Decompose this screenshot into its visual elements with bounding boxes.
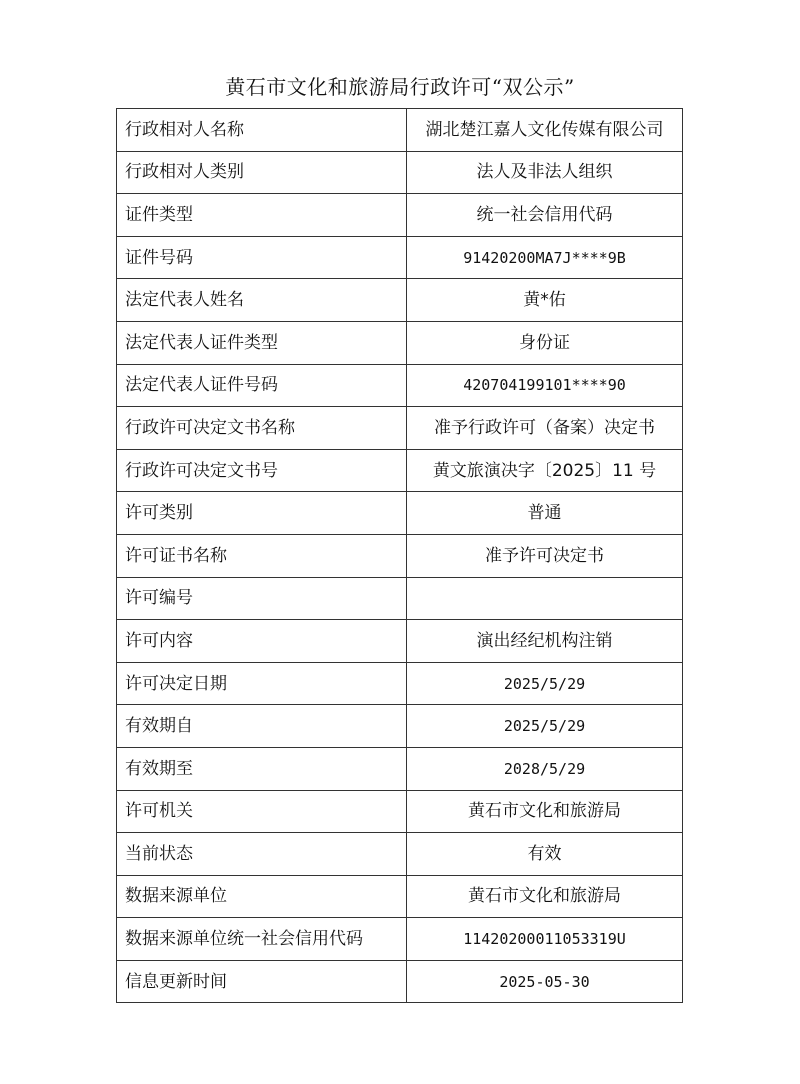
table-row: [117, 364, 683, 407]
table-row: [117, 449, 683, 492]
table-row: [117, 279, 683, 322]
row-label: 行政许可决定文书号: [117, 449, 407, 492]
row-label: 法定代表人证件类型: [117, 321, 407, 364]
row-value: 黄石市文化和旅游局: [407, 790, 683, 833]
row-value: 湖北楚江嘉人文化传媒有限公司: [407, 109, 683, 152]
page-title: 黄石市文化和旅游局行政许可“双公示”: [225, 75, 575, 99]
record-table: [116, 108, 683, 1003]
row-value: 91420200MA7J****9B: [407, 236, 683, 279]
table-row: [117, 534, 683, 577]
row-value: 11420200011053319U: [407, 918, 683, 961]
table-row: [117, 109, 683, 152]
row-value: 普通: [407, 492, 683, 535]
row-label: 当前状态: [117, 833, 407, 876]
row-label: 法定代表人证件号码: [117, 364, 407, 407]
row-value: 准予行政许可（备案）决定书: [407, 407, 683, 450]
table-row: [117, 747, 683, 790]
row-value: 黄石市文化和旅游局: [407, 875, 683, 918]
row-label: 行政相对人名称: [117, 109, 407, 152]
row-label: 信息更新时间: [117, 960, 407, 1003]
row-label: 法定代表人姓名: [117, 279, 407, 322]
row-value: 2028/5/29: [407, 747, 683, 790]
table-row: [117, 875, 683, 918]
row-label: 证件号码: [117, 236, 407, 279]
row-value: 统一社会信用代码: [407, 194, 683, 237]
table-row: [117, 236, 683, 279]
table-row: [117, 407, 683, 450]
table-row: [117, 492, 683, 535]
row-label: 许可内容: [117, 620, 407, 663]
row-value: 法人及非法人组织: [407, 151, 683, 194]
table-row: [117, 705, 683, 748]
table-row: [117, 918, 683, 961]
row-label: 许可类别: [117, 492, 407, 535]
row-label: 数据来源单位统一社会信用代码: [117, 918, 407, 961]
row-value: 准予许可决定书: [407, 534, 683, 577]
row-value: 黄*佑: [407, 279, 683, 322]
table-row: [117, 620, 683, 663]
row-value: 演出经纪机构注销: [407, 620, 683, 663]
row-label: 证件类型: [117, 194, 407, 237]
row-label: 有效期自: [117, 705, 407, 748]
row-label: 许可证书名称: [117, 534, 407, 577]
row-label: 行政相对人类别: [117, 151, 407, 194]
table-row: [117, 662, 683, 705]
row-value: 有效: [407, 833, 683, 876]
table-row: [117, 194, 683, 237]
row-label: 许可编号: [117, 577, 407, 620]
row-value: 黄文旅演决字〔2025〕11 号: [407, 449, 683, 492]
row-label: 行政许可决定文书名称: [117, 407, 407, 450]
table-row: [117, 577, 683, 620]
row-label: 数据来源单位: [117, 875, 407, 918]
row-label: 有效期至: [117, 747, 407, 790]
row-value: [407, 577, 683, 620]
row-label: 许可决定日期: [117, 662, 407, 705]
row-value: 身份证: [407, 321, 683, 364]
table-row: [117, 321, 683, 364]
table-row: [117, 833, 683, 876]
table-row: [117, 790, 683, 833]
row-value: 2025-05-30: [407, 960, 683, 1003]
row-value: 2025/5/29: [407, 662, 683, 705]
table-row: [117, 151, 683, 194]
row-value: 2025/5/29: [407, 705, 683, 748]
row-label: 许可机关: [117, 790, 407, 833]
table-row: [117, 960, 683, 1003]
row-value: 420704199101****90: [407, 364, 683, 407]
